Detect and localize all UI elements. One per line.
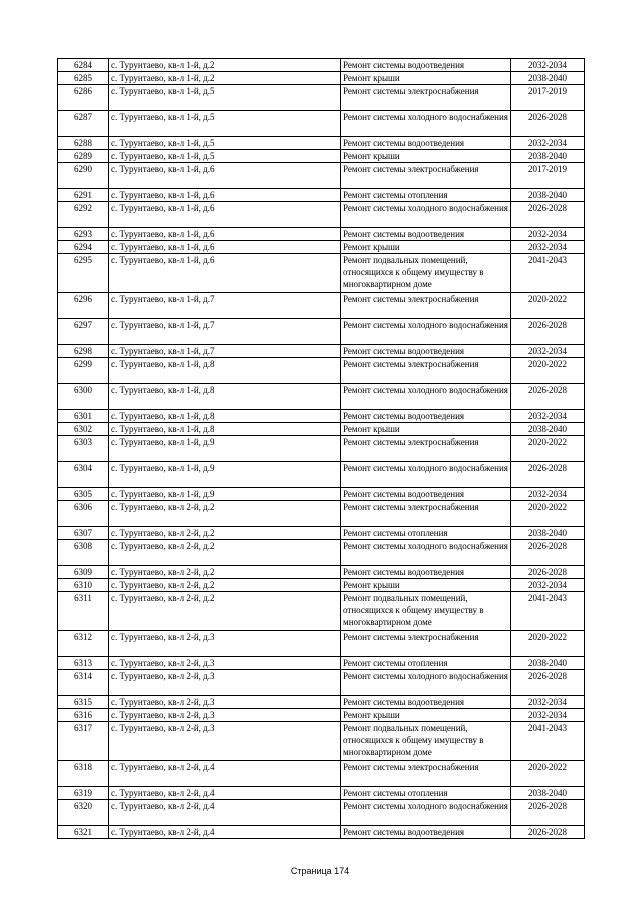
row-address: с. Турунтаево, кв-л 2-й, д.4 bbox=[109, 761, 341, 787]
row-work-type: Ремонт крыши bbox=[341, 150, 511, 163]
row-period: 2032-2034 bbox=[511, 241, 585, 254]
row-address: с. Турунтаево, кв-л 2-й, д.2 bbox=[109, 566, 341, 579]
row-work-type: Ремонт системы водоотведения bbox=[341, 59, 511, 72]
table-row bbox=[58, 579, 585, 592]
table-row bbox=[58, 709, 585, 722]
row-period: 2020-2022 bbox=[511, 501, 585, 527]
table-row bbox=[58, 696, 585, 709]
row-address: с. Турунтаево, кв-л 1-й, д.2 bbox=[109, 59, 341, 72]
row-address: с. Турунтаево, кв-л 1-й, д.6 bbox=[109, 202, 341, 228]
row-period: 2017-2019 bbox=[511, 163, 585, 189]
table-row bbox=[58, 761, 585, 787]
table-row bbox=[58, 163, 585, 189]
table-row bbox=[58, 527, 585, 540]
row-work-type: Ремонт системы электроснабжения bbox=[341, 436, 511, 462]
row-number: 6309 bbox=[58, 566, 109, 579]
row-work-type: Ремонт системы электроснабжения bbox=[341, 358, 511, 384]
row-address: с. Турунтаево, кв-л 1-й, д.6 bbox=[109, 254, 341, 293]
row-work-type: Ремонт системы электроснабжения bbox=[341, 501, 511, 527]
row-work-type: Ремонт системы водоотведения bbox=[341, 488, 511, 501]
table-row bbox=[58, 423, 585, 436]
row-number: 6306 bbox=[58, 501, 109, 527]
row-period: 2032-2034 bbox=[511, 696, 585, 709]
row-period: 2026-2028 bbox=[511, 111, 585, 137]
row-period: 2038-2040 bbox=[511, 787, 585, 800]
table-row bbox=[58, 722, 585, 761]
row-work-type: Ремонт системы отопления bbox=[341, 787, 511, 800]
row-work-type: Ремонт системы электроснабжения bbox=[341, 163, 511, 189]
row-work-type: Ремонт системы холодного водоснабжения bbox=[341, 319, 511, 345]
row-period: 2026-2028 bbox=[511, 384, 585, 410]
table-row bbox=[58, 189, 585, 202]
row-number: 6299 bbox=[58, 358, 109, 384]
row-address: с. Турунтаево, кв-л 2-й, д.4 bbox=[109, 800, 341, 826]
row-work-type: Ремонт крыши bbox=[341, 241, 511, 254]
row-period: 2026-2028 bbox=[511, 826, 585, 839]
row-address: с. Турунтаево, кв-л 1-й, д.6 bbox=[109, 241, 341, 254]
row-address: с. Турунтаево, кв-л 1-й, д.8 bbox=[109, 358, 341, 384]
row-address: с. Турунтаево, кв-л 2-й, д.4 bbox=[109, 826, 341, 839]
row-work-type: Ремонт системы водоотведения bbox=[341, 826, 511, 839]
row-period: 2020-2022 bbox=[511, 761, 585, 787]
table-row bbox=[58, 566, 585, 579]
row-period: 2032-2034 bbox=[511, 709, 585, 722]
row-number: 6307 bbox=[58, 527, 109, 540]
row-address: с. Турунтаево, кв-л 2-й, д.3 bbox=[109, 631, 341, 657]
table-row bbox=[58, 826, 585, 839]
row-work-type: Ремонт системы водоотведения bbox=[341, 696, 511, 709]
row-address: с. Турунтаево, кв-л 2-й, д.2 bbox=[109, 501, 341, 527]
registry-table-body bbox=[58, 59, 585, 839]
row-number: 6319 bbox=[58, 787, 109, 800]
row-work-type: Ремонт системы холодного водоснабжения bbox=[341, 384, 511, 410]
row-work-type: Ремонт системы отопления bbox=[341, 657, 511, 670]
table-row bbox=[58, 345, 585, 358]
row-work-type: Ремонт подвальных помещений, относящихся к общему имуществу в многоквартирном доме bbox=[341, 722, 511, 761]
row-period: 2017-2019 bbox=[511, 85, 585, 111]
row-number: 6300 bbox=[58, 384, 109, 410]
row-work-type: Ремонт системы водоотведения bbox=[341, 345, 511, 358]
row-number: 6284 bbox=[58, 59, 109, 72]
row-period: 2041-2043 bbox=[511, 592, 585, 631]
row-address: с. Турунтаево, кв-л 1-й, д.8 bbox=[109, 410, 341, 423]
row-number: 6297 bbox=[58, 319, 109, 345]
registry-table bbox=[57, 58, 585, 839]
row-address: с. Турунтаево, кв-л 2-й, д.3 bbox=[109, 709, 341, 722]
row-address: с. Турунтаево, кв-л 1-й, д.7 bbox=[109, 345, 341, 358]
row-work-type: Ремонт системы электроснабжения bbox=[341, 761, 511, 787]
table-row bbox=[58, 241, 585, 254]
row-address: с. Турунтаево, кв-л 2-й, д.3 bbox=[109, 657, 341, 670]
row-work-type: Ремонт системы водоотведения bbox=[341, 137, 511, 150]
row-period: 2041-2043 bbox=[511, 254, 585, 293]
row-number: 6296 bbox=[58, 293, 109, 319]
row-address: с. Турунтаево, кв-л 1-й, д.5 bbox=[109, 85, 341, 111]
row-number: 6317 bbox=[58, 722, 109, 761]
row-address: с. Турунтаево, кв-л 2-й, д.2 bbox=[109, 527, 341, 540]
row-address: с. Турунтаево, кв-л 1-й, д.8 bbox=[109, 384, 341, 410]
table-row bbox=[58, 137, 585, 150]
table-row bbox=[58, 410, 585, 423]
table-row bbox=[58, 800, 585, 826]
row-number: 6285 bbox=[58, 72, 109, 85]
page-number: Страница 174 bbox=[290, 866, 350, 876]
row-work-type: Ремонт системы водоотведения bbox=[341, 410, 511, 423]
row-address: с. Турунтаево, кв-л 2-й, д.3 bbox=[109, 696, 341, 709]
row-address: с. Турунтаево, кв-л 1-й, д.9 bbox=[109, 436, 341, 462]
row-number: 6313 bbox=[58, 657, 109, 670]
table-row bbox=[58, 631, 585, 657]
table-row bbox=[58, 462, 585, 488]
row-number: 6290 bbox=[58, 163, 109, 189]
row-period: 2026-2028 bbox=[511, 540, 585, 566]
row-number: 6320 bbox=[58, 800, 109, 826]
table-row bbox=[58, 787, 585, 800]
row-period: 2026-2028 bbox=[511, 800, 585, 826]
row-number: 6310 bbox=[58, 579, 109, 592]
row-period: 2032-2034 bbox=[511, 579, 585, 592]
row-work-type: Ремонт системы электроснабжения bbox=[341, 631, 511, 657]
row-number: 6301 bbox=[58, 410, 109, 423]
row-work-type: Ремонт системы холодного водоснабжения bbox=[341, 111, 511, 137]
row-work-type: Ремонт подвальных помещений, относящихся к общему имуществу в многоквартирном доме bbox=[341, 592, 511, 631]
row-period: 2026-2028 bbox=[511, 319, 585, 345]
table-row bbox=[58, 85, 585, 111]
row-period: 2032-2034 bbox=[511, 345, 585, 358]
row-number: 6291 bbox=[58, 189, 109, 202]
row-number: 6289 bbox=[58, 150, 109, 163]
row-period: 2020-2022 bbox=[511, 358, 585, 384]
row-period: 2026-2028 bbox=[511, 202, 585, 228]
row-period: 2038-2040 bbox=[511, 189, 585, 202]
table-row bbox=[58, 384, 585, 410]
row-period: 2026-2028 bbox=[511, 670, 585, 696]
row-address: с. Турунтаево, кв-л 1-й, д.6 bbox=[109, 228, 341, 241]
row-address: с. Турунтаево, кв-л 2-й, д.3 bbox=[109, 722, 341, 761]
row-period: 2020-2022 bbox=[511, 293, 585, 319]
row-number: 6318 bbox=[58, 761, 109, 787]
table-row bbox=[58, 59, 585, 72]
row-period: 2032-2034 bbox=[511, 228, 585, 241]
row-number: 6321 bbox=[58, 826, 109, 839]
row-period: 2020-2022 bbox=[511, 436, 585, 462]
row-period: 2026-2028 bbox=[511, 566, 585, 579]
row-period: 2026-2028 bbox=[511, 462, 585, 488]
row-address: с. Турунтаево, кв-л 1-й, д.6 bbox=[109, 189, 341, 202]
row-work-type: Ремонт системы электроснабжения bbox=[341, 293, 511, 319]
row-address: с. Турунтаево, кв-л 1-й, д.2 bbox=[109, 72, 341, 85]
row-number: 6294 bbox=[58, 241, 109, 254]
row-period: 2041-2043 bbox=[511, 722, 585, 761]
row-number: 6311 bbox=[58, 592, 109, 631]
row-number: 6288 bbox=[58, 137, 109, 150]
row-address: с. Турунтаево, кв-л 1-й, д.7 bbox=[109, 293, 341, 319]
row-address: с. Турунтаево, кв-л 1-й, д.9 bbox=[109, 462, 341, 488]
row-number: 6315 bbox=[58, 696, 109, 709]
table-row bbox=[58, 319, 585, 345]
table-row bbox=[58, 592, 585, 631]
row-address: с. Турунтаево, кв-л 1-й, д.5 bbox=[109, 137, 341, 150]
table-row bbox=[58, 111, 585, 137]
row-period: 2032-2034 bbox=[511, 410, 585, 423]
row-number: 6302 bbox=[58, 423, 109, 436]
row-address: с. Турунтаево, кв-л 2-й, д.2 bbox=[109, 579, 341, 592]
row-address: с. Турунтаево, кв-л 2-й, д.2 bbox=[109, 592, 341, 631]
row-period: 2032-2034 bbox=[511, 59, 585, 72]
row-work-type: Ремонт системы водоотведения bbox=[341, 566, 511, 579]
row-number: 6305 bbox=[58, 488, 109, 501]
row-number: 6303 bbox=[58, 436, 109, 462]
row-work-type: Ремонт крыши bbox=[341, 72, 511, 85]
row-work-type: Ремонт системы холодного водоснабжения bbox=[341, 540, 511, 566]
row-work-type: Ремонт системы холодного водоснабжения bbox=[341, 462, 511, 488]
table-row bbox=[58, 228, 585, 241]
row-number: 6314 bbox=[58, 670, 109, 696]
table-row bbox=[58, 670, 585, 696]
row-number: 6286 bbox=[58, 85, 109, 111]
row-period: 2032-2034 bbox=[511, 137, 585, 150]
row-work-type: Ремонт системы электроснабжения bbox=[341, 85, 511, 111]
row-number: 6287 bbox=[58, 111, 109, 137]
row-number: 6293 bbox=[58, 228, 109, 241]
row-period: 2020-2022 bbox=[511, 631, 585, 657]
row-address: с. Турунтаево, кв-л 1-й, д.6 bbox=[109, 163, 341, 189]
row-address: с. Турунтаево, кв-л 1-й, д.9 bbox=[109, 488, 341, 501]
row-address: с. Турунтаево, кв-л 2-й, д.3 bbox=[109, 670, 341, 696]
row-work-type: Ремонт крыши bbox=[341, 579, 511, 592]
table-row bbox=[58, 72, 585, 85]
row-period: 2038-2040 bbox=[511, 72, 585, 85]
row-address: с. Турунтаево, кв-л 1-й, д.7 bbox=[109, 319, 341, 345]
row-work-type: Ремонт крыши bbox=[341, 709, 511, 722]
table-row bbox=[58, 488, 585, 501]
row-number: 6308 bbox=[58, 540, 109, 566]
row-number: 6295 bbox=[58, 254, 109, 293]
table-row bbox=[58, 657, 585, 670]
row-work-type: Ремонт системы водоотведения bbox=[341, 228, 511, 241]
row-period: 2038-2040 bbox=[511, 657, 585, 670]
row-number: 6298 bbox=[58, 345, 109, 358]
table-row bbox=[58, 436, 585, 462]
row-period: 2038-2040 bbox=[511, 423, 585, 436]
table-row bbox=[58, 501, 585, 527]
row-period: 2038-2040 bbox=[511, 527, 585, 540]
row-work-type: Ремонт крыши bbox=[341, 423, 511, 436]
row-number: 6316 bbox=[58, 709, 109, 722]
row-address: с. Турунтаево, кв-л 2-й, д.2 bbox=[109, 540, 341, 566]
row-work-type: Ремонт системы холодного водоснабжения bbox=[341, 670, 511, 696]
row-address: с. Турунтаево, кв-л 1-й, д.5 bbox=[109, 111, 341, 137]
row-address: с. Турунтаево, кв-л 1-й, д.8 bbox=[109, 423, 341, 436]
row-work-type: Ремонт подвальных помещений, относящихся к общему имуществу в многоквартирном доме bbox=[341, 254, 511, 293]
row-address: с. Турунтаево, кв-л 1-й, д.5 bbox=[109, 150, 341, 163]
row-number: 6312 bbox=[58, 631, 109, 657]
row-address: с. Турунтаево, кв-л 2-й, д.4 bbox=[109, 787, 341, 800]
row-work-type: Ремонт системы отопления bbox=[341, 527, 511, 540]
row-work-type: Ремонт системы холодного водоснабжения bbox=[341, 202, 511, 228]
row-number: 6304 bbox=[58, 462, 109, 488]
table-row bbox=[58, 254, 585, 293]
row-period: 2038-2040 bbox=[511, 150, 585, 163]
table-row bbox=[58, 202, 585, 228]
table-row bbox=[58, 150, 585, 163]
row-work-type: Ремонт системы отопления bbox=[341, 189, 511, 202]
row-number: 6292 bbox=[58, 202, 109, 228]
table-row bbox=[58, 293, 585, 319]
row-period: 2032-2034 bbox=[511, 488, 585, 501]
table-row bbox=[58, 358, 585, 384]
row-work-type: Ремонт системы холодного водоснабжения bbox=[341, 800, 511, 826]
table-row bbox=[58, 540, 585, 566]
